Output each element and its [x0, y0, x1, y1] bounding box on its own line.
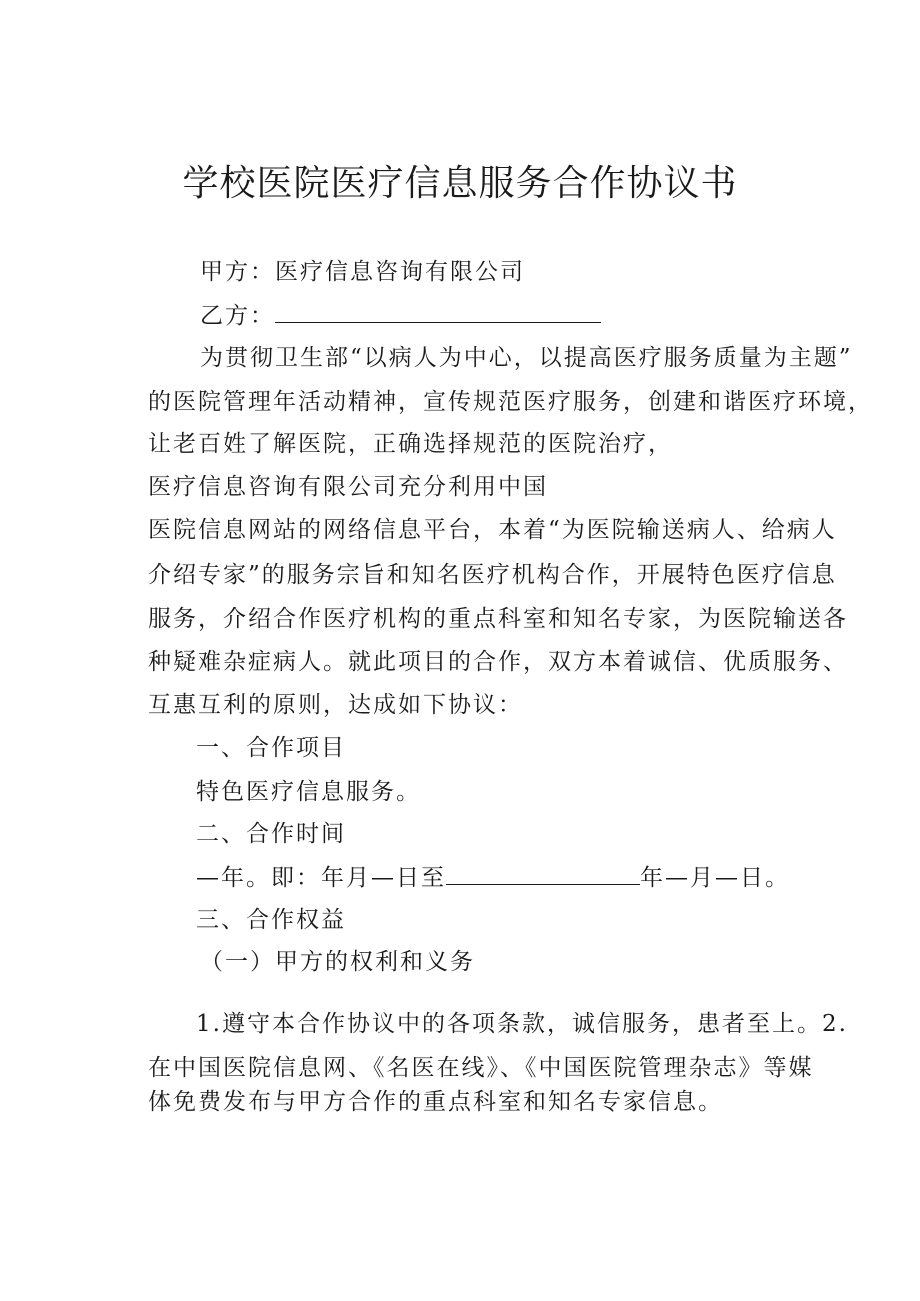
document-title: 学校医院医疗信息服务合作协议书: [182, 163, 738, 204]
party-a-label: 甲方：: [200, 259, 275, 285]
intro-line-3: 让老百姓了解医院，正确选择规范的医院治疗，: [148, 431, 673, 457]
intro-line-8: 种疑难杂症病人。就此项目的合作，双方本着诚信、优质服务、: [148, 649, 848, 675]
party-b-line: [200, 300, 601, 332]
clause-line-3: 体免费发布与甲方合作的重点科室和知名专家信息。: [148, 1089, 723, 1115]
party-b-label: 乙方：: [200, 303, 275, 329]
intro-line-6: 介绍专家”的服务宗旨和知名医疗机构合作，开展特色医疗信息: [148, 562, 837, 588]
party-b-blank: [275, 300, 601, 323]
section1-body: 特色医疗信息服务。: [196, 779, 421, 805]
section1-heading: 一、合作项目: [196, 735, 346, 761]
clause-line-1: 1.遵守本合作协议中的各项条款，诚信服务，患者至上。2.: [196, 1011, 848, 1037]
intro-line-2: 的医院管理年活动精神，宣传规范医疗服务，创建和谐医疗环境，: [148, 389, 873, 415]
party-a-value: 医疗信息咨询有限公司: [275, 259, 525, 285]
party-a-line: [200, 256, 525, 288]
section2-body: [196, 862, 790, 894]
section2-date-blank: [446, 862, 640, 885]
intro-line-5: 医院信息网站的网络信息平台，本着“为医院输送病人、给病人: [148, 517, 837, 543]
section3-heading: 三、合作权益: [196, 907, 346, 933]
intro-line-9: 互惠互利的原则，达成如下协议：: [148, 692, 523, 718]
section2-body-part2: 年—月—日。: [640, 865, 790, 891]
intro-line-7: 服务，介绍合作医疗机构的重点科室和知名专家，为医院输送各: [148, 606, 848, 632]
intro-line-4: 医疗信息咨询有限公司充分利用中国: [148, 474, 548, 500]
section2-body-part1: —年。即：年月—日至: [196, 865, 446, 891]
section2-heading: 二、合作时间: [196, 821, 346, 847]
subsection-heading: （一）甲方的权利和义务: [200, 949, 475, 975]
clause-line-2: 在中国医院信息网、《名医在线》、《中国医院管理杂志》等媒: [148, 1055, 814, 1081]
intro-line-1: 为贯彻卫生部“以病人为中心，以提高医疗服务质量为主题”: [200, 345, 853, 371]
